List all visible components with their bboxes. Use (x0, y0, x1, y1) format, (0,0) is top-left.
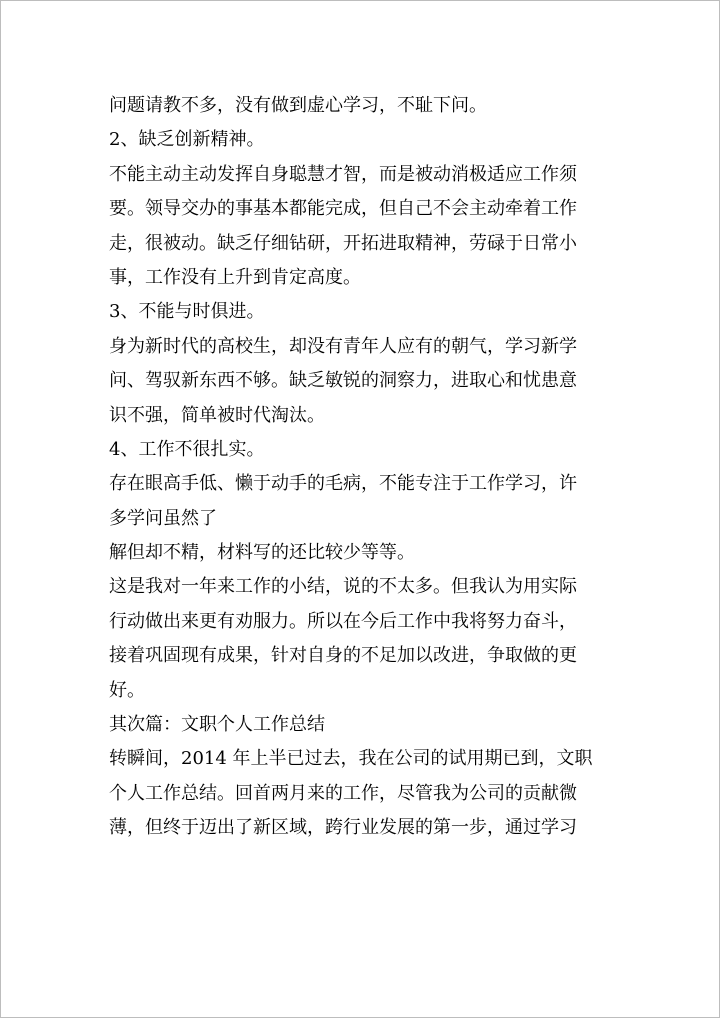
document-body (109, 89, 609, 846)
text-line: 不能主动主动发挥自身聪慧才智，而是被动消极适应工作须 (109, 163, 577, 185)
text-line: 识不强，简单被时代淘汰。 (109, 404, 325, 426)
text-line: 这是我对一年来工作的小结，说的不太多。但我认为用实际 (109, 576, 577, 598)
text-line: 身为新时代的高校生，却没有青年人应有的朝气，学习新学 (109, 335, 577, 357)
text-line: 个人工作总结。回首两月来的工作，尽管我为公司的贡献微 (109, 782, 577, 804)
text-line: 薄，但终于迈出了新区域，跨行业发展的第一步，通过学习 (109, 817, 577, 839)
section-heading: 3、不能与时俱进。 (109, 301, 265, 323)
text-line: 解但却不精，材料写的还比较少等等。 (109, 542, 415, 564)
text-line: 多学问虽然了 (109, 507, 217, 529)
text-line: 转瞬间，2014 年上半已过去，我在公司的试用期已到，文职 (109, 748, 593, 770)
section-heading: 4、工作不很扎实。 (109, 438, 265, 460)
text-line: 好。 (109, 679, 145, 701)
text-line: 问题请教不多，没有做到虚心学习，不耻下问。 (109, 95, 487, 116)
text-line: 行动做出来更有劝服力。所以在今后工作中我将努力奋斗， (109, 610, 577, 632)
text-line: 接着巩固现有成果，针对自身的不足加以改进，争取做的更 (109, 645, 577, 667)
text-line: 事，工作没有上升到肯定高度。 (109, 266, 361, 288)
text-line: 存在眼高手低、懒于动手的毛病，不能专注于工作学习，许 (109, 473, 577, 495)
text-line: 要。领导交办的事基本都能完成，但自己不会主动牵着工作 (109, 198, 577, 220)
section-heading: 2、缺乏创新精神。 (109, 129, 265, 151)
text-line: 问、驾驭新东西不够。缺乏敏锐的洞察力，进取心和忧患意 (109, 370, 577, 392)
text-line: 走，很被动。缺乏仔细钻研，开拓进取精神，劳碌于日常小 (109, 232, 577, 254)
article-title: 其次篇：文职个人工作总结 (109, 714, 325, 736)
